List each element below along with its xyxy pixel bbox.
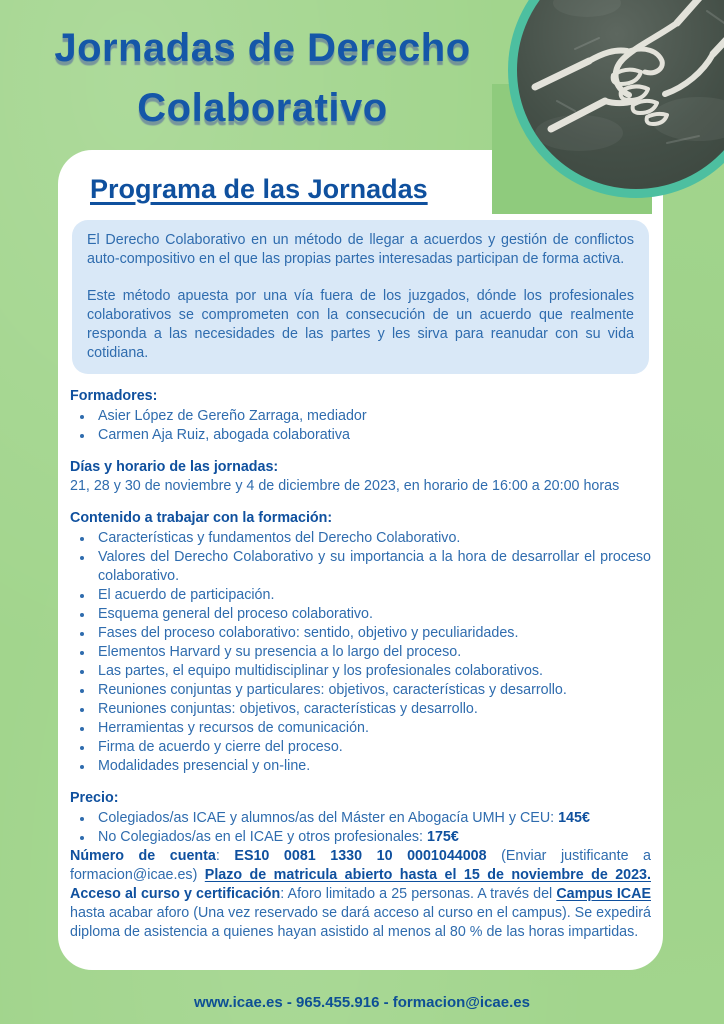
text-run: Colegiados/as ICAE y alumnos/as del Máster en Abogacía UMH y CEU: xyxy=(98,809,559,826)
intro-paragraph-2: Este método apuesta por una vía fuera de los juzgados, dónde los profesionales colaborativos se comprometen con la consecución de un acuerdo que realmente responda a las necesidades de las partes y les sirva para reanudar con su vida cotidiana. xyxy=(87,287,634,361)
list-item: • Las partes, el equipo multidisciplinar y los profesionales colaborativos. xyxy=(94,662,651,681)
list-item xyxy=(94,828,651,847)
text-run: ES10 0081 1330 10 0001044008 xyxy=(234,847,487,864)
text-run: : xyxy=(215,847,235,864)
page-title-line-1: Jornadas de Derecho xyxy=(54,26,471,70)
intro-paragraph-1: El Derecho Colaborativo en un método de llegar a acuerdos y gestión de conflictos auto-compositivo en el que las propias partes interesadas participan de forma activa. xyxy=(87,231,634,267)
list-item: • Características y fundamentos del Derecho Colaborativo. xyxy=(94,529,651,548)
list-item: • Modalidades presencial y on-line. xyxy=(94,757,651,776)
list-item: • Carmen Aja Ruiz, abogada colaborativa xyxy=(94,426,651,445)
text-run: hasta acabar aforo (Una vez reservado se dará acceso al curso en el campus). Se expedirá diploma de asistencia a quienes hayan asistido al menos al 80 % de las horas impartidas. xyxy=(70,904,651,940)
list-item: • Elementos Harvard y su presencia a lo largo del proceso. xyxy=(94,643,651,662)
list-item: • El acuerdo de participación. xyxy=(94,586,651,605)
text-run: 175€ xyxy=(427,828,459,845)
text-run: Plazo de matricula abierto hasta el 15 de noviembre de 2023. xyxy=(204,866,651,883)
enrollment-paragraph xyxy=(70,847,651,942)
section-dias xyxy=(70,458,651,496)
text-run: 145€ xyxy=(558,809,590,826)
list-item: • Asier López de Gereño Zarraga, mediador xyxy=(94,407,651,426)
text-run: No Colegiados/as en el ICAE y otros profesionales: xyxy=(98,828,428,845)
section-formadores xyxy=(70,387,651,445)
list-item: • Valores del Derecho Colaborativo y su importancia a la hora de desarrollar el proceso colaborativo. xyxy=(94,548,651,586)
list-item xyxy=(94,809,651,828)
list-item: • Firma de acuerdo y cierre del proceso. xyxy=(94,738,651,757)
list-item: • Fases del proceso colaborativo: sentido, objetivo y peculiaridades. xyxy=(94,624,651,643)
contenido-label: Contenido a trabajar con la formación: xyxy=(70,509,333,526)
program-card xyxy=(58,150,663,970)
intro-box xyxy=(72,220,649,374)
text-run: Campus ICAE xyxy=(556,885,651,902)
list-item: • Herramientas y recursos de comunicación. xyxy=(94,719,651,738)
section-contenido xyxy=(70,509,651,776)
text-run: Número de cuenta xyxy=(70,847,216,864)
formadores-list xyxy=(70,407,651,445)
text-run: : Aforo limitado a 25 personas. A través del xyxy=(280,885,557,902)
program-heading: Programa de las Jornadas xyxy=(90,174,428,204)
handshake-icon xyxy=(517,0,724,189)
text-run: (Enviar justificante a formacion@icae.es) xyxy=(70,847,652,883)
list-item: • Reuniones conjuntas y particulares: objetivos, características y desarrollo. xyxy=(94,681,651,700)
section-precio xyxy=(70,789,651,942)
precio-list xyxy=(70,809,651,847)
dias-label: Días y horario de las jornadas: xyxy=(70,458,279,475)
list-item: • Esquema general del proceso colaborativo. xyxy=(94,605,651,624)
footer-contact: www.icae.es - 965.455.916 - formacion@icae.es xyxy=(194,994,530,1011)
dias-text: 21, 28 y 30 de noviembre y 4 de diciembre de 2023, en horario de 16:00 a 20:00 horas xyxy=(70,477,620,494)
text-run: Acceso al curso y certificación xyxy=(70,885,281,902)
list-item: • Reuniones conjuntas: objetivos, características y desarrollo. xyxy=(94,700,651,719)
page-title-line-2: Colaborativo xyxy=(137,86,388,130)
formadores-label: Formadores: xyxy=(70,387,158,404)
page-title xyxy=(10,18,515,138)
precio-label: Precio: xyxy=(70,789,119,806)
contenido-list xyxy=(70,529,651,776)
